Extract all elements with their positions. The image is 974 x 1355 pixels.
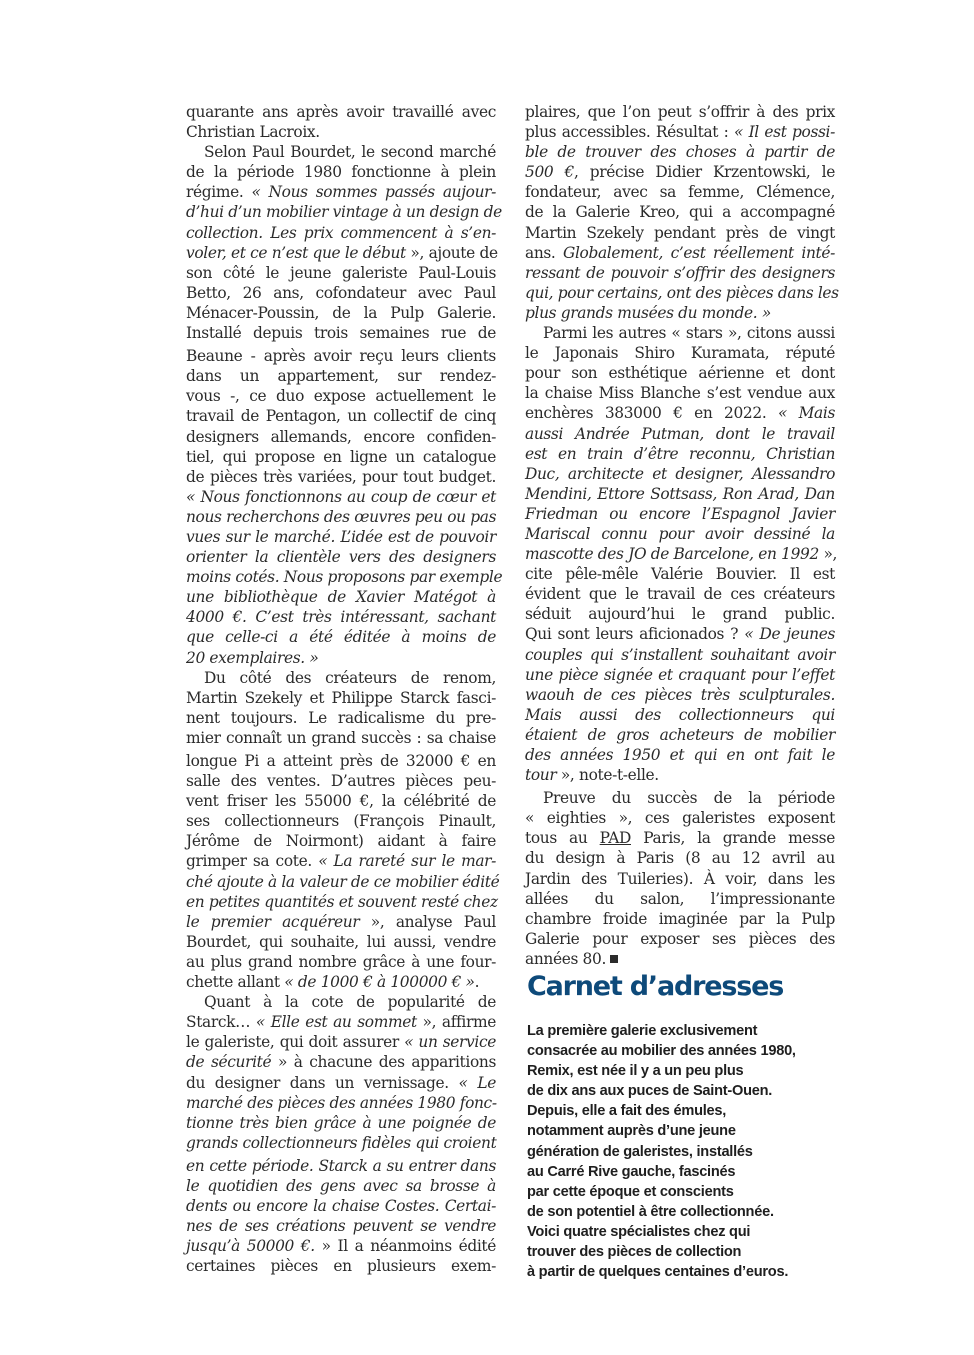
intro-line: La première galerie exclusivement	[527, 1023, 758, 1039]
quote-run: « Mais	[777, 404, 835, 423]
text-line	[525, 889, 835, 909]
text-run: designers allemands, encore confiden-	[186, 427, 496, 446]
text-line	[525, 808, 835, 828]
text-line	[525, 848, 835, 868]
text-line	[186, 992, 496, 1012]
text-line	[186, 507, 496, 527]
text-line	[525, 202, 835, 222]
text-line	[186, 102, 496, 122]
text-run: »,	[818, 545, 838, 564]
text-line	[525, 343, 835, 363]
text-line	[525, 765, 835, 785]
quote-run: Mariscal connu pour avoir dessiné la	[525, 524, 835, 543]
text-run: grimper sa cote.	[186, 852, 319, 871]
text-run: tiel, qui propose en ligne un catalogue	[186, 447, 496, 466]
text-line	[525, 303, 835, 323]
text-run: », affirme	[416, 1013, 496, 1032]
text-line	[186, 972, 496, 992]
text-line	[525, 869, 835, 889]
quote-run: une bibliothèque de Xavier Matégot à	[186, 588, 496, 607]
quote-run: ché ajoute à la valeur de ce mobilier édité	[186, 872, 500, 891]
intro-line: génération de galeristes, installés	[527, 1143, 753, 1160]
text-line	[186, 932, 496, 952]
quote-run: « Elle est au sommet	[255, 1013, 417, 1032]
text-line	[186, 223, 496, 243]
text-line	[525, 383, 835, 403]
text-line	[525, 949, 835, 969]
text-run: Galerie pour exposer ses pièces des	[525, 929, 835, 948]
text-run: » à chacune des apparitions	[271, 1053, 496, 1072]
text-line	[186, 771, 496, 791]
intro-line: trouver des pièces de collection	[527, 1244, 742, 1261]
quote-run: nes de ses créations peuvent se vendre	[186, 1217, 496, 1236]
text-line	[186, 1216, 496, 1236]
text-run: tous au	[525, 829, 600, 848]
text-run: longue Pi a atteint près de 32000 € en	[186, 752, 496, 770]
text-line	[525, 142, 835, 162]
quote-run: « Le	[458, 1073, 496, 1092]
text-run: Martin Szekely pendant près de vingt	[525, 223, 835, 242]
text-run: », ajoute de	[405, 243, 498, 262]
text-line	[186, 627, 496, 647]
text-line	[186, 831, 496, 851]
quote-run: jusqu’à 50000 €.	[186, 1237, 315, 1256]
text-line	[525, 564, 835, 584]
quote-run: mascotte des JO de Barcelone, en 1992	[525, 545, 819, 564]
text-line	[186, 1156, 496, 1176]
text-run: Quant à la cote de popularité de	[204, 993, 496, 1012]
text-line	[186, 386, 496, 406]
text-run: ses collectionneurs (François Pinault,	[186, 812, 496, 831]
text-line	[186, 263, 496, 283]
text-line	[525, 424, 835, 444]
quote-run: « Nous sommes passés aujour-	[251, 183, 496, 202]
text-run: Preuve du succès de la période	[543, 789, 835, 808]
text-line	[186, 346, 496, 366]
text-run: plus accessibles. Résultat :	[525, 123, 734, 142]
quote-run: collection. Les prix commencent à s’en-	[186, 223, 496, 242]
text-line	[186, 406, 496, 426]
text-line	[525, 524, 835, 544]
intro-line: de dix ans aux puces de Saint-Ouen.	[527, 1083, 773, 1100]
text-run: Qui sont leurs aficionados ?	[525, 625, 745, 644]
quote-run: « La rareté sur le mar-	[318, 852, 496, 871]
text-line	[186, 668, 496, 688]
quote-run: vues sur le marché. L’idée est de pouvoir	[186, 527, 496, 546]
quote-run: le premier acquéreur	[186, 912, 360, 931]
text-run: Selon Paul Bourdet, le second marché	[204, 143, 496, 162]
quote-run: des années 1950 et qui en ont fait le	[525, 746, 835, 764]
text-run: années 80.	[525, 949, 606, 968]
text-run: chette allant	[186, 973, 285, 992]
quote-run: Mais aussi des collectionneurs qui	[525, 705, 835, 724]
intro-line: par cette époque et conscients	[527, 1183, 734, 1200]
text-run: Bourdet, qui souhaite, lui aussi, vendre	[186, 932, 496, 951]
quote-run: marché des pièces des années 1980 fonc-	[186, 1093, 497, 1112]
text-line	[186, 892, 496, 912]
text-line	[186, 323, 496, 343]
text-line	[186, 791, 496, 811]
text-run: le Japonais Shiro Kuramata, réputé	[525, 344, 835, 363]
section-intro	[527, 1021, 847, 1282]
text-line	[525, 484, 835, 504]
text-run: régime.	[186, 183, 252, 202]
text-run: Starck…	[186, 1013, 256, 1032]
text-line	[186, 567, 503, 587]
text-run: allées du salon, l’impressionante	[525, 889, 835, 908]
text-run: Ménacer-Poussin, de la Pulp Galerie.	[186, 303, 496, 322]
text-line	[186, 872, 500, 892]
intro-line: Voici quatre spécialistes chez qui	[527, 1223, 751, 1240]
text-line	[186, 243, 496, 263]
quote-run: orienter la clientèle vers des designers	[186, 548, 496, 567]
text-line	[525, 102, 835, 122]
text-line	[186, 467, 496, 487]
text-run: vent friser les 55000 €, la célébrité de	[186, 792, 496, 811]
text-line	[525, 323, 835, 343]
text-run: du designer dans un vernissage.	[186, 1073, 459, 1092]
quote-run: en cette période. Starck a su entrer dans	[186, 1156, 496, 1175]
text-line	[186, 1176, 496, 1196]
text-run: de la Galerie Kreo, qui a accompagné	[525, 203, 835, 222]
quote-run: dents ou encore la chaise Costes. Certai-	[186, 1197, 496, 1216]
intro-line: Remix, est née il y a un peu plus	[527, 1063, 744, 1080]
section-heading: Carnet d’adresses	[527, 971, 784, 1002]
text-line	[186, 427, 496, 447]
text-run: » Il a néanmoins édité	[314, 1237, 496, 1256]
quote-run: d’hui d’un mobilier vintage à un design de	[186, 203, 502, 222]
text-line	[525, 645, 835, 665]
text-run: chambre froide imaginée par la Pulp	[525, 909, 835, 928]
text-line	[186, 1073, 496, 1093]
text-run: son côté le jeune galeriste Paul-Louis	[186, 263, 496, 282]
text-line	[186, 1012, 496, 1032]
text-run: .	[474, 973, 480, 992]
quote-run: tionne très bien grâce à une poignée de	[186, 1113, 496, 1132]
quote-run: qui, pour certains, ont des pièces dans les	[525, 283, 839, 302]
text-line	[525, 464, 835, 484]
intro-line: au Carré Rive gauche, fascinés	[527, 1163, 736, 1180]
text-line	[186, 912, 496, 932]
intro-line: Depuis, elle a fait des émules,	[527, 1103, 727, 1120]
text-run: ans.	[525, 243, 564, 262]
text-run: Installé depuis trois semaines rue de	[186, 324, 496, 343]
text-line	[186, 751, 496, 771]
text-line	[525, 263, 835, 283]
text-run: », analyse Paul	[359, 912, 496, 931]
text-run: de pièces très variées, pour tout budget.	[186, 467, 496, 486]
text-line	[525, 504, 835, 524]
quote-run: ressant de pouvoir s’offrir des designers	[525, 263, 835, 282]
text-line	[186, 648, 496, 668]
text-run: du design à Paris (8 au 12 avril au	[525, 849, 835, 868]
text-line	[186, 487, 496, 507]
quote-run: « De jeunes	[744, 625, 836, 644]
intro-line: de son potentiel à être collectionnée.	[527, 1203, 774, 1220]
text-run: au plus grand nombre grâce à une four-	[186, 952, 496, 971]
text-line	[186, 1133, 496, 1153]
text-run: », note-t-elle.	[556, 766, 659, 785]
quote-run: waouh de ces pièces très sculpturales.	[525, 685, 835, 704]
quote-run: « Il est possi-	[733, 123, 835, 142]
text-run: travail de Pentagon, un collectif de cinq	[186, 407, 496, 426]
text-line	[525, 243, 835, 263]
text-line	[186, 1093, 496, 1113]
text-line	[525, 363, 835, 383]
quote-run: étaient de gros acheteurs de mobilier	[525, 725, 835, 744]
text-line	[525, 725, 835, 745]
quote-run: grands collectionneurs fidèles qui croient	[186, 1133, 497, 1152]
text-run: enchères 383000 € en 2022.	[525, 404, 778, 423]
text-run: cite pêle-mêle Valérie Bouvier. Il est	[525, 565, 835, 584]
text-run: mier connaît un grand succès : sa chaise	[186, 728, 496, 747]
text-run: quarante ans après avoir travaillé avec	[186, 103, 496, 121]
text-run: certaines pièces en plusieurs exem-	[186, 1257, 496, 1276]
text-line	[525, 745, 835, 765]
quote-run: « de 1000 € à 100000 € »	[284, 973, 475, 992]
text-line	[525, 403, 835, 423]
text-line	[186, 728, 496, 748]
text-run: Paris, la grande messe	[631, 829, 835, 848]
text-run: plaires, que l’on peut s’offrir à des prix	[525, 103, 835, 121]
text-line	[186, 1196, 496, 1216]
link-text[interactable]: PAD	[599, 829, 631, 848]
quote-run: est en train d’être reconnu, Christian	[525, 444, 835, 463]
text-run: Beaune - après avoir reçu leurs clients	[186, 347, 496, 366]
text-line	[186, 708, 496, 728]
text-line	[525, 584, 835, 604]
text-line	[186, 952, 496, 972]
text-line	[525, 122, 835, 142]
end-of-article-square-icon	[610, 955, 618, 963]
intro-line: à partir de quelques centaines d’euros.	[527, 1264, 789, 1281]
text-line	[186, 366, 496, 386]
text-run: Martin Szekely et Philippe Starck fasci-	[186, 688, 496, 707]
text-line	[525, 705, 835, 725]
quote-run: 4000 €. C’est très intéressant, sachant	[186, 608, 496, 627]
text-line	[186, 811, 496, 831]
text-line	[525, 685, 835, 705]
quote-run: ble de trouver des choses à partir de	[525, 143, 835, 162]
text-line	[525, 624, 835, 644]
text-run: vous -, ce duo expose actuellement le	[186, 387, 496, 406]
text-line	[186, 303, 496, 323]
text-run: Parmi les autres « stars », citons aussi	[543, 324, 835, 343]
text-run: Betto, 26 ans, cofondateur avec Paul	[186, 283, 496, 302]
text-run: le galeriste, qui doit assurer	[186, 1033, 405, 1052]
quote-run: de sécurité	[186, 1053, 272, 1072]
text-run: Christian Lacroix.	[186, 123, 320, 142]
quote-run: « un service	[404, 1033, 496, 1052]
text-line	[525, 604, 835, 624]
text-line	[525, 283, 839, 303]
quote-run: aussi Andrée Putman, dont le travail	[525, 424, 835, 443]
text-line	[525, 788, 835, 808]
quote-run: une pièce signée et craquant pour l’effet	[525, 665, 835, 684]
quote-run: en petites quantités et souvent resté chez	[186, 892, 498, 911]
intro-line: notamment auprès d’une jeune	[527, 1123, 736, 1140]
quote-run: « Nous fonctionnons au coup de cœur et	[186, 487, 496, 506]
text-line	[525, 162, 835, 182]
text-run: « eighties », ces galeristes exposent	[525, 809, 835, 828]
text-line	[525, 929, 835, 949]
text-run: séduit aujourd’hui le grand public.	[525, 605, 835, 624]
text-run: de la période 1980 fonctionne à plein	[186, 163, 496, 182]
text-run: pour son esthétique aérienne et dont	[525, 364, 835, 383]
text-line	[186, 1052, 496, 1072]
quote-run: moins cotés. Nous proposons par exemple	[186, 568, 503, 587]
text-line	[525, 444, 835, 464]
text-line	[186, 1032, 496, 1052]
quote-run: 500 €	[525, 163, 574, 182]
quote-run: nous recherchons des œuvres peu ou pas	[186, 507, 497, 526]
text-line	[186, 587, 496, 607]
text-line	[186, 122, 496, 142]
text-line	[525, 909, 835, 929]
text-line	[186, 688, 496, 708]
text-line	[525, 665, 835, 685]
text-line	[525, 544, 838, 564]
text-line	[186, 851, 496, 871]
text-line	[186, 1236, 496, 1256]
intro-line: consacrée au mobilier des années 1980,	[527, 1043, 796, 1060]
text-run: Jérôme de Noirmont) aidant à faire	[186, 832, 496, 851]
text-line	[186, 162, 496, 182]
quote-run: Mendini, Ettore Sottsass, Ron Arad, Dan	[525, 484, 835, 503]
quote-run: le quotidien des gens avec sa brosse à	[186, 1176, 496, 1195]
quote-run: Globalement, c’est réellement inté-	[563, 243, 835, 262]
address-book-box	[527, 968, 847, 1282]
text-run: Jardin des Tuileries). À voir, dans les	[525, 869, 835, 888]
text-line	[186, 1256, 496, 1276]
article-column-1	[186, 102, 503, 1276]
text-line	[186, 607, 496, 627]
text-run: salle des ventes. D’autres pièces peu-	[186, 772, 496, 791]
quote-run: Friedman ou encore l’Espagnol Javier	[525, 504, 835, 523]
text-line	[525, 223, 835, 243]
article-column-2	[525, 102, 839, 969]
text-run: la chaise Miss Blanche s’est vendue aux	[525, 384, 835, 403]
text-line	[186, 182, 496, 202]
text-run: , précise Didier Krzentowski, le	[574, 163, 836, 182]
text-run: Du côté des créateurs de renom,	[204, 668, 496, 687]
quote-run: voler, et ce n’est que le début	[186, 243, 406, 262]
quote-run: tour	[525, 766, 557, 785]
text-line	[525, 182, 835, 202]
quote-run: Duc, architecte et designer, Alessandro	[525, 464, 835, 483]
text-run: nent toujours. Le radicalisme du pre-	[186, 708, 496, 727]
quote-run: que celle-ci a été éditée à moins de	[186, 628, 496, 647]
text-line	[186, 142, 496, 162]
text-line	[186, 547, 496, 567]
text-line	[186, 1113, 496, 1133]
text-line	[186, 202, 502, 222]
text-line	[186, 527, 496, 547]
text-run: dans un appartement, sur rendez-	[186, 367, 496, 386]
quote-run: plus grands musées du monde. »	[525, 303, 771, 322]
text-line	[525, 828, 835, 848]
text-run: fondateur, avec sa femme, Clémence,	[525, 183, 835, 202]
text-line	[186, 447, 496, 467]
quote-run: couples qui s’installent souhaitant avoir	[525, 645, 835, 664]
text-run: évident que le travail de ces créateurs	[525, 585, 835, 604]
quote-run: 20 exemplaires. »	[186, 648, 319, 667]
text-line	[186, 283, 496, 303]
